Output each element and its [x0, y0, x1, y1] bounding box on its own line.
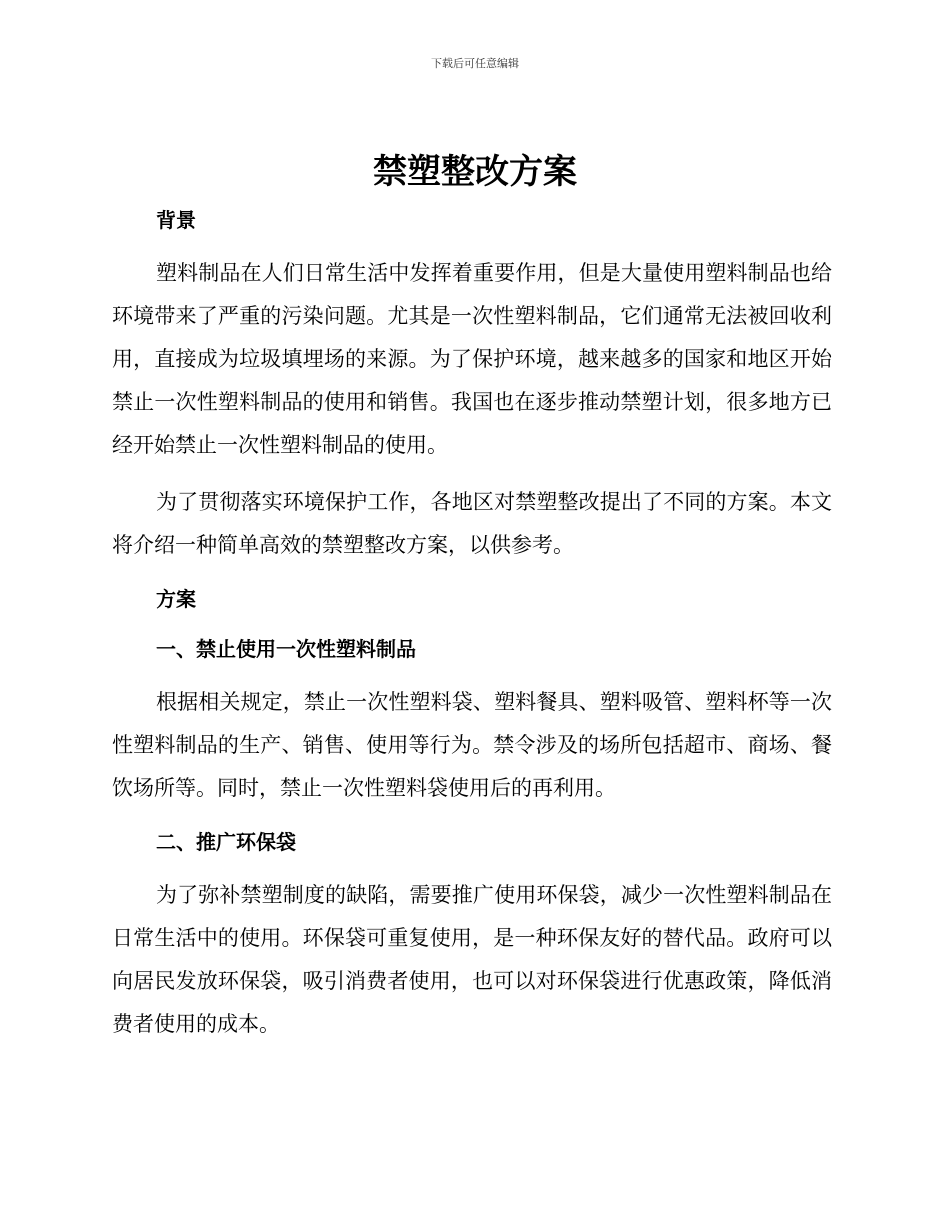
item1-heading: 一、禁止使用一次性塑料制品 — [156, 637, 416, 661]
header-note: 下载后可任意编辑 — [431, 57, 519, 70]
background-paragraph-1: 塑料制品在人们日常生活中发挥着重要作用，但是大量使用塑料制品也给环境带来了严重的污染问题。尤其是一次性塑料制品，它们通常无法被回收利用，直接成为垃圾填埋场的来源。为了保护环境，越来越多的国家和地区开始禁止一次性塑料制品的使用和销售。我国也在逐步推动禁塑计划，很多地方已经开始禁止一次性塑料制品的使用。 — [112, 261, 832, 457]
document-title: 禁塑整改方案 — [373, 152, 577, 192]
plan-heading: 方案 — [156, 587, 196, 611]
background-heading: 背景 — [156, 208, 196, 232]
background-paragraph-2: 为了贯彻落实环境保护工作，各地区对禁塑整改提出了不同的方案。本文将介绍一种简单高效的禁塑整改方案，以供参考。 — [112, 490, 832, 557]
item2-paragraph: 为了弥补禁塑制度的缺陷，需要推广使用环保袋，减少一次性塑料制品在日常生活中的使用。环保袋可重复使用，是一种环保友好的替代品。政府可以向居民发放环保袋，吸引消费者使用，也可以对环保袋进行优惠政策，降低消费者使用的成本。 — [112, 883, 832, 1036]
document-body — [112, 202, 832, 1046]
item1-paragraph: 根据相关规定，禁止一次性塑料袋、塑料餐具、塑料吸管、塑料杯等一次性塑料制品的生产、销售、使用等行为。禁令涉及的场所包括超市、商场、餐饮场所等。同时，禁止一次性塑料袋使用后的再利用。 — [112, 690, 832, 800]
item2-heading: 二、推广环保袋 — [156, 830, 296, 854]
